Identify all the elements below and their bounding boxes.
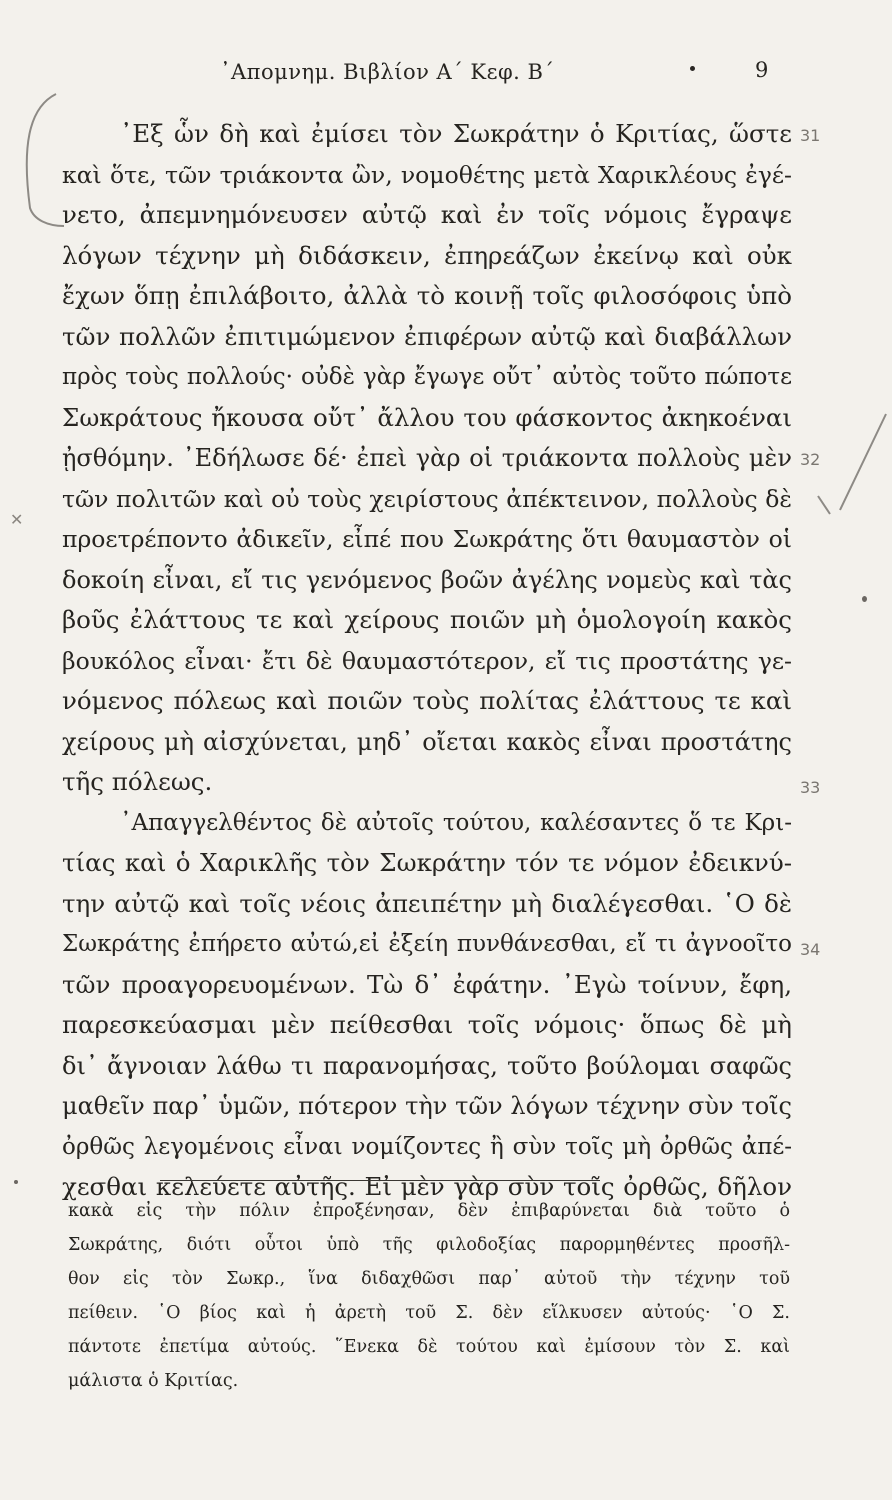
footnote-line: Σωκράτης, διότι οὗτοι ὑπὸ τῆς φιλοδοξίας παρορμηθέντες προσῆλ-	[68, 1235, 790, 1255]
text-line: τῶν πολλῶν ἐπιτιμώμενον ἐπιφέρων αὐτῷ καὶ διαβάλλων	[62, 321, 792, 351]
text-line: βοῦς ἐλάττους τε καὶ χείρους ποιῶν μὴ ὁμολογοίη κακὸς	[62, 605, 792, 634]
text-line: προετρέποντο ἀδικεῖν, εἶπέ που Σωκράτης ὅτι θαυμαστὸν οἱ	[62, 525, 792, 553]
footnote-rule	[160, 1180, 600, 1181]
text-line: τίας καὶ ὁ Χαρικλῆς τὸν Σωκράτην τόν τε νόμον ἐδεικνύ-	[62, 848, 792, 877]
running-title: ᾿Απομνημ. Βιβλίον Α΄ Κεφ. Β΄	[220, 60, 555, 84]
text-line: παρεσκεύασμαι μὲν πείθεσθαι τοῖς νόμοις· ὅπως δὲ μὴ	[62, 1010, 792, 1039]
text-line: νόμενος πόλεως καὶ ποιῶν τοὺς πολίτας ἐλάττους τε καὶ	[62, 686, 792, 715]
footnote-line: μάλιστα ὁ Κριτίας.	[68, 1371, 239, 1391]
text-line: την αὐτῷ καὶ τοῖς νέοις ἀπειπέτην μὴ διαλέγεσθαι. ῾Ο δὲ	[62, 888, 792, 918]
text-line: ἔχων ὅπῃ ἐπιλάβοιτο, ἀλλὰ τὸ κοινῇ τοῖς φιλοσόφοις ὑπὸ	[62, 281, 792, 310]
text-line: χείρους μὴ αἰσχύνεται, μηδ᾽ οἴεται κακὸς εἶναι προστάτης	[62, 727, 792, 756]
header-dot	[690, 66, 695, 71]
text-line: πρὸς τοὺς πολλούς· οὐδὲ γὰρ ἔγωγε οὔτ᾽ αὐτὸς τοῦτο πώποτε	[62, 364, 792, 390]
text-line: καὶ ὅτε, τῶν τριάκοντα ὢν, νομοθέτης μετὰ Χαρικλέους ἐγέ-	[62, 160, 792, 189]
ink-speck	[14, 1180, 18, 1184]
text-line: ᾿Εξ ὧν δὴ καὶ ἐμίσει τὸν Σωκράτην ὁ Κριτίας, ὥστε	[120, 119, 792, 148]
text-line: Σωκράτης ἐπήρετο αὐτώ,εἰ ἐξείη πυνθάνεσθαι, εἴ τι ἀγνοοῖτο	[62, 931, 792, 957]
section-number-31: 31	[800, 126, 821, 145]
footnote-line: πείθειν. ῾Ο βίος καὶ ἡ ἀρετὴ τοῦ Σ. δὲν εἵλκυσεν αὐτούς· ῾Ο Σ.	[68, 1303, 790, 1323]
text-line: Σωκράτους ἤκουσα οὔτ᾽ ἄλλου του φάσκοντος ἀκηκοέναι	[62, 402, 792, 432]
text-line: τῆς πόλεως.	[62, 767, 213, 796]
ink-speck	[862, 596, 867, 602]
text-line: δοκοίη εἶναι, εἴ τις γενόμενος βοῶν ἀγέλης νομεὺς καὶ τὰς	[62, 565, 792, 594]
text-line: τῶν προαγορευομένων. Τὼ δ᾽ ἐφάτην. ᾿Εγὼ τοίνυν, ἔφη,	[62, 969, 792, 999]
text-line: ᾐσθόμην. ᾿Εδήλωσε δέ· ἐπεὶ γὰρ οἱ τριάκοντα πολλοὺς μὲν	[62, 444, 792, 472]
pencil-bracket-mark	[8, 88, 68, 228]
text-line: τῶν πολιτῶν καὶ οὐ τοὺς χειρίστους ἀπέκτεινον, πολλοὺς δὲ	[62, 484, 792, 513]
text-line: δι᾽ ἄγνοιαν λάθω τι παρανομήσας, τοῦτο βούλομαι σαφῶς	[62, 1051, 792, 1080]
main-text	[62, 114, 792, 1208]
text-line: βουκόλος εἶναι· ἔτι δὲ θαυμαστότερον, εἴ τις προστάτης γε-	[62, 646, 792, 675]
text-line: λόγων τέχνην μὴ διδάσκειν, ἐπηρεάζων ἐκείνῳ καὶ οὐκ	[62, 240, 792, 270]
text-line: ὀρθῶς λεγομένοις εἶναι νομίζοντες ἢ σὺν τοῖς μὴ ὀρθῶς ἀπέ-	[62, 1133, 792, 1160]
footnote-line: κακὰ εἰς τὴν πόλιν ἐπροξένησαν, δὲν ἐπιβαρύνεται διὰ τοῦτο ὁ	[68, 1201, 790, 1221]
footnote-line: θον εἰς τὸν Σωκρ., ἵνα διδαχθῶσι παρ᾽ αὐτοῦ τὴν τέχνην τοῦ	[68, 1269, 790, 1289]
footnote-line: πάντοτε ἐπετίμα αὐτούς. ῞Ενεκα δὲ τούτου καὶ ἐμίσουν τὸν Σ. καὶ	[68, 1337, 790, 1357]
page-number: 9	[755, 58, 769, 82]
section-number-34: 34	[800, 940, 821, 959]
text-line: χεσθαι κελεύετε αὐτῆς. Εἰ μὲν γὰρ σὺν τοῖς ὀρθῶς, δῆλον	[62, 1172, 792, 1201]
section-number-33: 33	[800, 778, 821, 797]
pencil-slash-mark	[800, 410, 890, 530]
footnote	[68, 1194, 790, 1398]
text-line: μαθεῖν παρ᾽ ὑμῶν, πότερον τὴν τῶν λόγων τέχνην σὺν τοῖς	[62, 1092, 792, 1120]
text-line: νετο, ἀπεμνημόνευσεν αὐτῷ καὶ ἐν τοῖς νόμοις ἔγραψε	[62, 200, 792, 229]
text-line: ᾿Απαγγελθέντος δὲ αὐτοῖς τούτου, καλέσαντες ὅ τε Κρι-	[120, 809, 792, 836]
pencil-x-mark: ✕	[10, 510, 24, 529]
section-number-32: 32	[800, 450, 821, 469]
